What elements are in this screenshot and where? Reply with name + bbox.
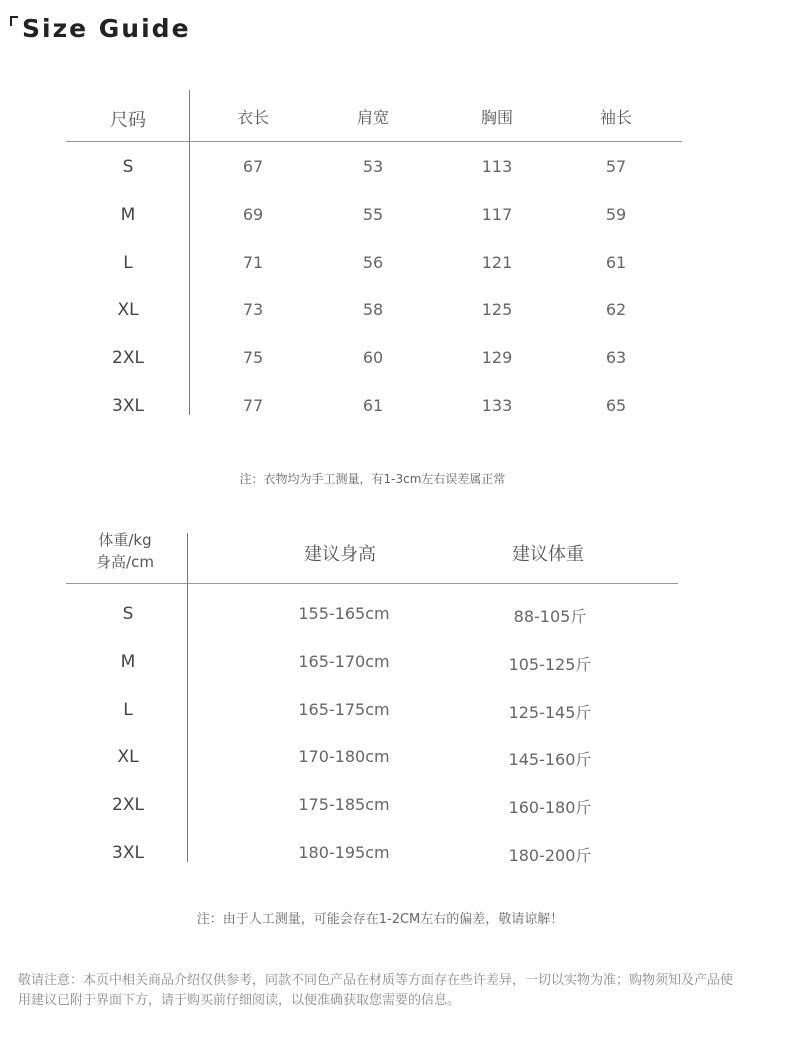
table1-cell-shoulder: 53 xyxy=(362,157,384,176)
table1-cell-chest: 129 xyxy=(481,348,513,368)
table1-cell-length: 67 xyxy=(242,157,264,176)
table2-header-height: 建议身高 xyxy=(304,544,376,565)
table1-header-length: 衣长 xyxy=(236,108,269,127)
table2-cell-weight: 145-160斤 xyxy=(508,750,592,770)
table2-corner-weight: 体重/kg xyxy=(98,531,152,549)
table1-cell-size: 3XL xyxy=(112,396,144,416)
table2-cell-size: 2XL xyxy=(112,795,144,816)
table1-cell-sleeve: 59 xyxy=(605,204,627,224)
table1-header-divider xyxy=(66,141,682,142)
table1-cell-chest: 117 xyxy=(481,204,513,224)
table2-header-weight: 建议体重 xyxy=(512,544,584,565)
table1-cell-chest: 133 xyxy=(481,396,513,415)
page-title: Size Guide xyxy=(22,14,191,43)
table1-cell-sleeve: 62 xyxy=(605,300,627,320)
table2-cell-weight: 160-180斤 xyxy=(508,798,592,818)
table2-cell-weight: 180-200斤 xyxy=(508,846,592,865)
table2-cell-weight: 88-105斤 xyxy=(513,607,587,626)
table1-cell-shoulder: 61 xyxy=(362,396,384,415)
table1-cell-sleeve: 65 xyxy=(605,396,627,415)
table1-cell-length: 69 xyxy=(242,204,264,224)
table2-cell-height: 165-170cm xyxy=(298,651,390,671)
title-bracket-icon xyxy=(10,16,18,26)
table1-cell-sleeve: 57 xyxy=(605,157,627,176)
table1-cell-size: M xyxy=(120,204,136,225)
table1-cell-length: 73 xyxy=(242,300,264,320)
table2-header-divider xyxy=(66,583,678,584)
table1-cell-length: 75 xyxy=(242,348,264,368)
table1-cell-sleeve: 61 xyxy=(605,252,627,272)
table1-cell-shoulder: 56 xyxy=(362,252,384,272)
table1-header-chest: 胸围 xyxy=(480,108,513,127)
table1-cell-length: 77 xyxy=(242,396,264,415)
table1-cell-shoulder: 55 xyxy=(362,204,384,224)
table2-cell-size: M xyxy=(120,651,136,672)
table1-note: 注：衣物均为手工测量，有1-3cm左右误差属正常 xyxy=(239,472,506,486)
table2-cell-size: 3XL xyxy=(112,843,144,863)
notice-text: 敬请注意：本页中相关商品介绍仅供参考，同款不同色产品在材质等方面存在些许差异，一切以实物为准；购物须知及产品使用建议已附于界面下方，请于购买前仔细阅读，以便准确获取您需要的信息。 xyxy=(18,973,734,1008)
table1-cell-length: 71 xyxy=(242,252,264,272)
table1-header-shoulder: 肩宽 xyxy=(356,108,389,127)
table2-cell-height: 165-175cm xyxy=(298,699,390,719)
table2-cell-size: S xyxy=(122,604,134,624)
table2-column-divider xyxy=(187,533,188,862)
table1-header-size: 尺码 xyxy=(110,110,146,131)
table1-cell-shoulder: 60 xyxy=(362,348,384,368)
table1-cell-chest: 125 xyxy=(481,300,513,320)
table1-cell-size: XL xyxy=(117,300,139,321)
table2-note: 注：由于人工测量，可能会存在1-2CM左右的偏差，敬请谅解！ xyxy=(196,912,564,927)
table2-cell-height: 155-165cm xyxy=(298,604,390,623)
table1-cell-sleeve: 63 xyxy=(605,348,627,368)
table1-cell-chest: 121 xyxy=(481,252,513,272)
table2-cell-weight: 125-145斤 xyxy=(508,702,592,722)
table2-cell-size: XL xyxy=(117,747,139,768)
table2-cell-height: 180-195cm xyxy=(298,843,390,862)
table1-cell-chest: 113 xyxy=(481,157,513,176)
table1-cell-size: S xyxy=(122,157,134,177)
table2-cell-height: 175-185cm xyxy=(298,795,390,815)
table1-column-divider xyxy=(189,90,190,415)
table2-cell-size: L xyxy=(123,699,133,720)
table2-corner-height: 身高/cm xyxy=(96,553,154,571)
table2-cell-weight: 105-125斤 xyxy=(508,654,592,674)
table1-cell-size: L xyxy=(123,252,133,273)
table1-cell-size: 2XL xyxy=(112,348,144,369)
table2-cell-height: 170-180cm xyxy=(298,747,390,767)
table1-cell-shoulder: 58 xyxy=(362,300,384,320)
table1-header-sleeve: 袖长 xyxy=(599,108,632,127)
table2-corner-header xyxy=(80,529,170,573)
